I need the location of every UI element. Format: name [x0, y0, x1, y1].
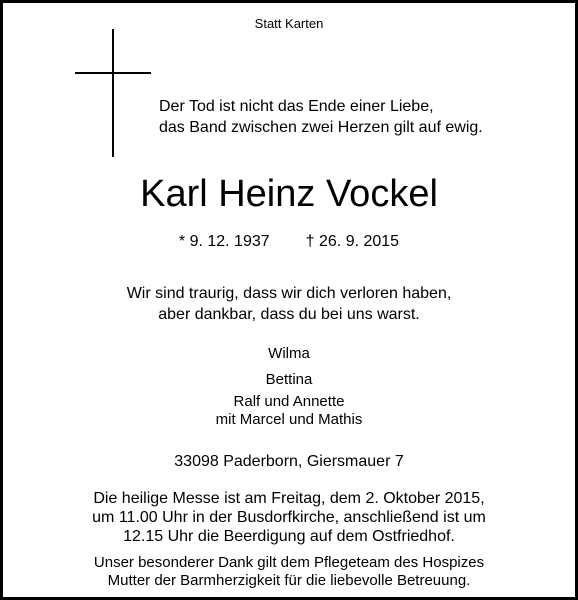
mourner-wilma: Wilma: [268, 345, 310, 362]
farewell-line-2: aber dankbar, dass du bei uns warst.: [158, 306, 420, 323]
cross-icon: [75, 29, 151, 157]
death-date: † 26. 9. 2015: [305, 233, 400, 250]
motto-quote: [159, 96, 483, 138]
service-line-1: Die heilige Messe ist am Freitag, dem 2. Oktober 2015,: [93, 490, 485, 507]
deceased-name: Karl Heinz Vockel: [140, 173, 438, 215]
birth-date: * 9. 12. 1937: [178, 233, 270, 250]
farewell-line-1: Wir sind traurig, dass wir dich verloren haben,: [126, 285, 452, 302]
mourner-grandchildren: mit Marcel und Mathis: [215, 411, 363, 428]
statt-karten-label: Statt Karten: [254, 16, 324, 31]
thanks-line-2: Mutter der Barmherzigkeit für die liebevolle Betreuung.: [107, 572, 471, 589]
service-line-3: 12.15 Uhr die Beerdigung auf dem Ostfriedhof.: [123, 528, 455, 545]
motto-line-1: Der Tod ist nicht das Ende einer Liebe,: [159, 98, 434, 115]
service-line-2: um 11.00 Uhr in der Busdorfkirche, anschließend ist um: [92, 509, 486, 526]
mourner-bettina: Bettina: [265, 371, 313, 388]
mourner-ralf-annette: Ralf und Annette: [233, 393, 345, 410]
thanks-line-1: Unser besonderer Dank gilt dem Pflegeteam des Hospizes: [93, 554, 485, 571]
family-address: 33098 Paderborn, Giersmauer 7: [174, 453, 404, 470]
motto-line-2: das Band zwischen zwei Herzen gilt auf ewig.: [159, 119, 483, 136]
life-dates: [3, 232, 575, 252]
